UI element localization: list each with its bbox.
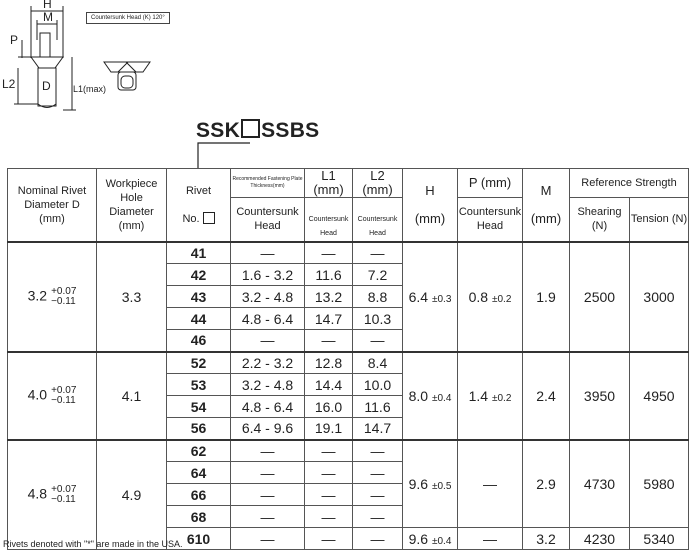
l1-header: L1 (mm) <box>305 169 353 198</box>
l1-cell: 12.8 <box>305 352 353 374</box>
model-prefix: SSK <box>196 119 241 142</box>
l1-cell: — <box>305 462 353 484</box>
rec-thickness-cell: 3.2 - 4.8 <box>231 374 305 396</box>
rivet-number-cell: 64 <box>167 462 231 484</box>
rivet-number-cell: 41 <box>167 242 231 264</box>
spec-table <box>7 168 689 550</box>
h-cell: 6.4 ±0.3 <box>403 242 458 352</box>
dim-l1-label: L1(max) <box>73 84 107 94</box>
shearing-header: Shearing (N) <box>570 198 630 242</box>
dim-m-label: M <box>43 10 53 24</box>
dim-h-label: H <box>43 0 52 11</box>
model-suffix: SSBS <box>261 119 320 142</box>
footnote: Rivets denoted with "*" are made in the USA. <box>3 539 183 549</box>
dim-l2-label: L2 <box>2 77 16 91</box>
nominal-header: Nominal Rivet Diameter D (mm) <box>8 169 97 242</box>
l2-cell: — <box>353 242 403 264</box>
shearing-cell: 4230 <box>570 528 630 550</box>
shearing-cell: 3950 <box>570 352 630 440</box>
spec-table-body <box>8 242 689 550</box>
table-row <box>8 242 689 264</box>
nominal-diameter-cell <box>8 242 97 352</box>
l1-cell: — <box>305 440 353 462</box>
m-cell: 1.9 <box>523 242 570 352</box>
nominal-diameter: 4.0 <box>27 386 48 403</box>
h-cell: 9.6 ±0.4 <box>403 528 458 550</box>
dim-p-label: P <box>10 33 19 47</box>
l1-cell: 14.4 <box>305 374 353 396</box>
p-countersunk-header: Countersunk Head <box>458 198 523 242</box>
rivet-number-cell: 54 <box>167 396 231 418</box>
l2-cell: — <box>353 484 403 506</box>
nominal-diameter-cell <box>8 440 97 550</box>
rivet-number-cell: 66 <box>167 484 231 506</box>
l2-cell: — <box>353 330 403 352</box>
hole-diameter-cell: 3.3 <box>97 242 167 352</box>
rec-thickness-cell: 4.8 - 6.4 <box>231 396 305 418</box>
tension-cell: 3000 <box>630 242 689 352</box>
p-cell: — <box>458 528 523 550</box>
rec-thickness-cell: — <box>231 506 305 528</box>
l1-cell: — <box>305 484 353 506</box>
nominal-diameter-cell <box>8 352 97 440</box>
nominal-diameter: 4.8 <box>27 485 48 502</box>
rec-thickness-cell: — <box>231 484 305 506</box>
tension-cell: 5340 <box>630 528 689 550</box>
p-cell: 1.4 ±0.2 <box>458 352 523 440</box>
rec-thickness-cell: 3.2 - 4.8 <box>231 286 305 308</box>
rec-thickness-cell: — <box>231 440 305 462</box>
l1-cell: 14.7 <box>305 308 353 330</box>
rec-thickness-cell: — <box>231 462 305 484</box>
tension-cell: 5980 <box>630 440 689 528</box>
p-cell: — <box>458 440 523 528</box>
rec-countersunk-header: Countersunk Head <box>231 198 305 242</box>
p-header: P (mm) <box>458 169 523 198</box>
m-cell: 3.2 <box>523 528 570 550</box>
head-type-note: Countersunk Head (K) 120° <box>86 12 170 24</box>
l1-cell: — <box>305 330 353 352</box>
model-leader-line <box>190 140 290 170</box>
rec-thickness-cell: — <box>231 330 305 352</box>
rec-thickness-cell: 2.2 - 3.2 <box>231 352 305 374</box>
diameter-tolerance: +0.07 −0.11 <box>51 483 77 505</box>
rec-thickness-cell: 6.4 - 9.6 <box>231 418 305 440</box>
l1-cell: 11.6 <box>305 264 353 286</box>
l1-cell: 16.0 <box>305 396 353 418</box>
l1-cell: 13.2 <box>305 286 353 308</box>
rec-thickness-cell: — <box>231 528 305 550</box>
rivet-number-cell: 42 <box>167 264 231 286</box>
tension-header: Tension (N) <box>630 198 689 242</box>
l1-sub-header: Countersunk Head <box>305 198 353 242</box>
l2-cell: 10.0 <box>353 374 403 396</box>
hole-diameter-cell: 4.1 <box>97 352 167 440</box>
l1-cell: — <box>305 528 353 550</box>
h-cell: 8.0 ±0.4 <box>403 352 458 440</box>
nominal-diameter: 3.2 <box>27 287 48 304</box>
shearing-cell: 2500 <box>570 242 630 352</box>
l1-cell: 19.1 <box>305 418 353 440</box>
tension-cell: 4950 <box>630 352 689 440</box>
diameter-tolerance: +0.07 −0.11 <box>51 285 77 307</box>
rivet-number-cell: 68 <box>167 506 231 528</box>
rec-thickness-cell: 1.6 - 3.2 <box>231 264 305 286</box>
model-slot-box <box>241 119 260 138</box>
l2-cell: — <box>353 528 403 550</box>
l2-cell: 8.8 <box>353 286 403 308</box>
l2-cell: 14.7 <box>353 418 403 440</box>
rivet-no-header: Rivet No. <box>167 169 231 242</box>
rivet-number-cell: 46 <box>167 330 231 352</box>
table-row <box>8 352 689 374</box>
l2-cell: — <box>353 462 403 484</box>
rivet-number-cell: 56 <box>167 418 231 440</box>
m-cell: 2.9 <box>523 440 570 528</box>
hole-diameter-cell: 4.9 <box>97 440 167 550</box>
l2-cell: — <box>353 440 403 462</box>
diameter-tolerance: +0.07 −0.11 <box>51 384 77 406</box>
rivet-number-cell: 44 <box>167 308 231 330</box>
m-header: M (mm) <box>523 169 570 242</box>
l2-cell: 10.3 <box>353 308 403 330</box>
rivet-no-box <box>203 212 215 224</box>
l2-cell: 8.4 <box>353 352 403 374</box>
reference-strength-header: Reference Strength <box>570 169 689 198</box>
l1-cell: — <box>305 506 353 528</box>
rivet-number-cell: 610 <box>167 528 231 550</box>
l2-cell: 7.2 <box>353 264 403 286</box>
l1-cell: — <box>305 242 353 264</box>
l2-cell: — <box>353 506 403 528</box>
rivet-number-cell: 52 <box>167 352 231 374</box>
rivet-number-cell: 62 <box>167 440 231 462</box>
m-cell: 2.4 <box>523 352 570 440</box>
h-cell: 9.6 ±0.5 <box>403 440 458 528</box>
h-header: H (mm) <box>403 169 458 242</box>
l2-cell: 11.6 <box>353 396 403 418</box>
l2-sub-header: Countersunk Head <box>353 198 403 242</box>
workpiece-header: Workpiece Hole Diameter (mm) <box>97 169 167 242</box>
rivet-number-cell: 53 <box>167 374 231 396</box>
rec-thickness-cell: 4.8 - 6.4 <box>231 308 305 330</box>
rec-thickness-header: Recommended Fastening Plate Thickness(mm) <box>231 169 305 198</box>
p-cell: 0.8 ±0.2 <box>458 242 523 352</box>
dim-d-label: D <box>42 79 51 93</box>
table-row <box>8 440 689 462</box>
shearing-cell: 4730 <box>570 440 630 528</box>
rivet-number-cell: 43 <box>167 286 231 308</box>
rec-thickness-cell: — <box>231 242 305 264</box>
l2-header: L2 (mm) <box>353 169 403 198</box>
